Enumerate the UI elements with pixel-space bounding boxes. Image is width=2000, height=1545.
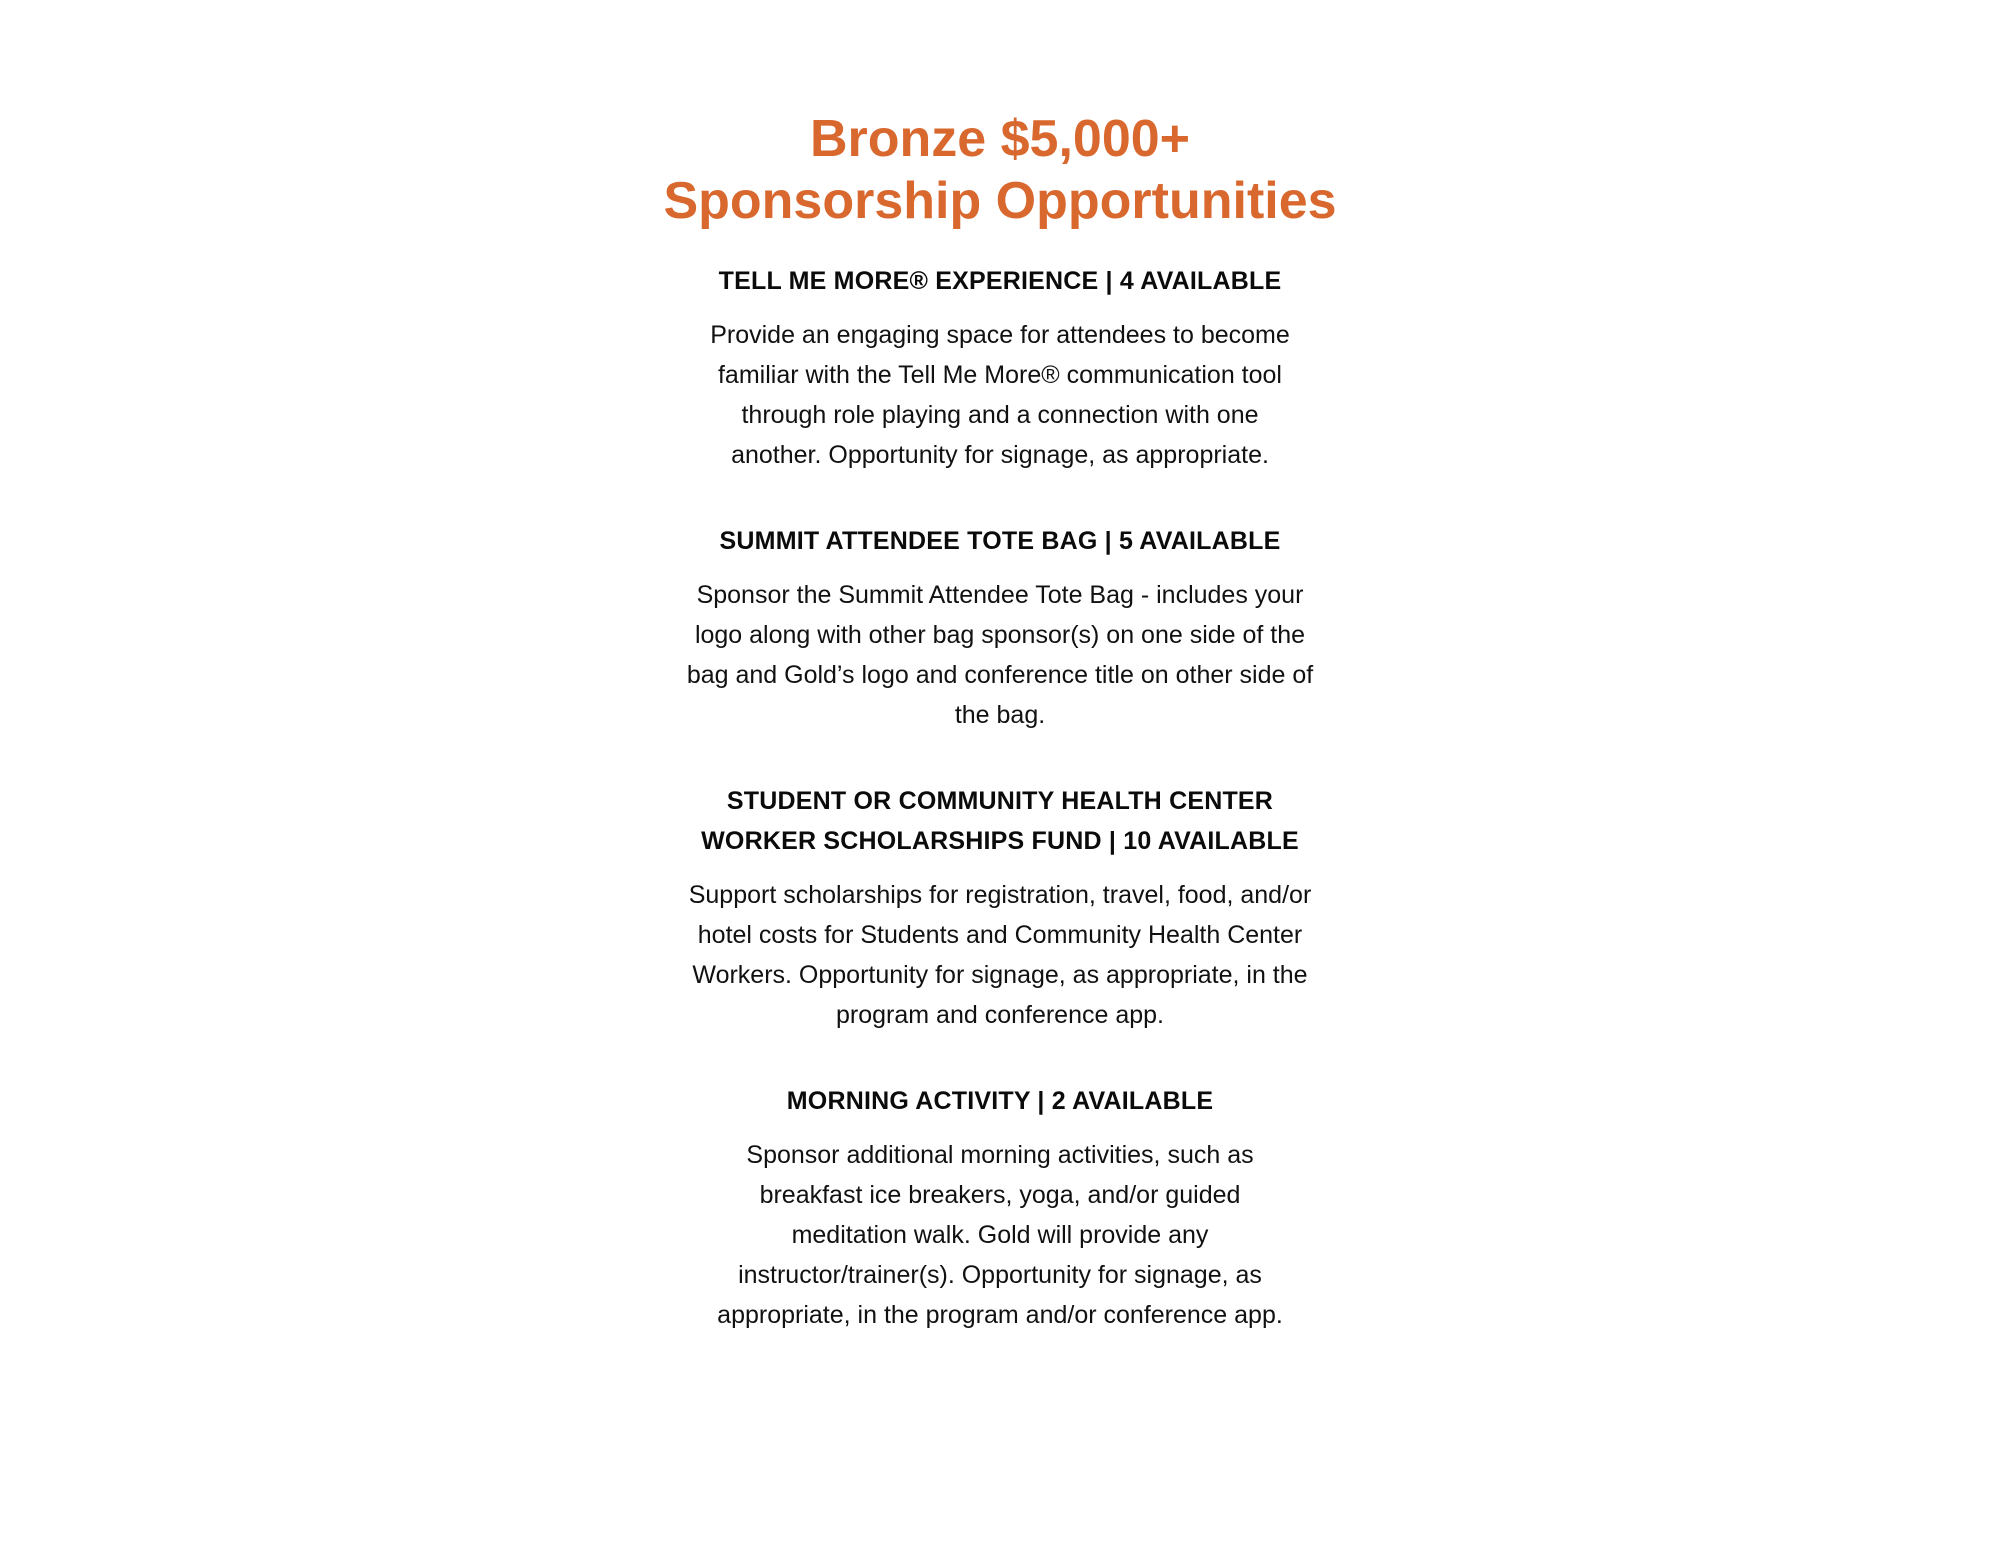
section-scholarships-fund bbox=[600, 781, 1400, 1035]
title-line-heading: Sponsorship Opportunities bbox=[663, 172, 1337, 230]
section-heading: SUMMIT ATTENDEE TOTE BAG | 5 AVAILABLE bbox=[719, 527, 1281, 555]
sponsorship-content bbox=[600, 108, 1400, 1335]
section-tote-bag bbox=[600, 521, 1400, 735]
section-description: Sponsor additional morning activities, such as breakfast ice breakers, yoga, and/or guided meditation walk. Gold will provide any instructor/trainer(s). Opportunity for signage, as appropriate, in the program and/or conference app. bbox=[717, 1141, 1283, 1329]
section-description: Provide an engaging space for attendees to become familiar with the Tell Me More® communication tool through role playing and a connection with one another. Opportunity for signage, as appropriate. bbox=[710, 321, 1290, 469]
section-tell-me-more bbox=[600, 261, 1400, 475]
title-line-tier: Bronze $5,000+ bbox=[809, 110, 1191, 168]
section-description: Sponsor the Summit Attendee Tote Bag - includes your logo along with other bag sponsor(s) on one side of the bag and Gold’s logo and conference title on other side of the bag. bbox=[686, 581, 1314, 729]
section-morning-activity bbox=[600, 1081, 1400, 1335]
section-heading: MORNING ACTIVITY | 2 AVAILABLE bbox=[786, 1087, 1214, 1115]
page-title bbox=[600, 108, 1400, 232]
section-description: Support scholarships for registration, travel, food, and/or hotel costs for Students and Community Health Center Workers. Opportunity for signage, as appropriate, in the program and conference app. bbox=[688, 881, 1312, 1029]
section-heading: TELL ME MORE® EXPERIENCE | 4 AVAILABLE bbox=[718, 267, 1282, 295]
section-heading: STUDENT OR COMMUNITY HEALTH CENTER WORKER SCHOLARSHIPS FUND | 10 AVAILABLE bbox=[701, 787, 1299, 855]
